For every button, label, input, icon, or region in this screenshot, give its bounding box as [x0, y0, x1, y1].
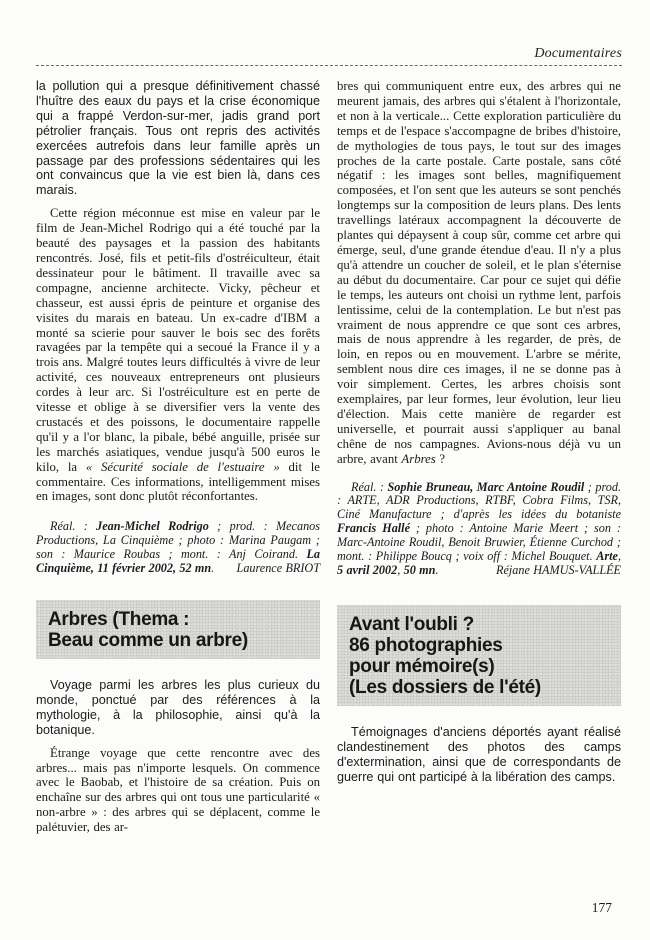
- paragraph-intro-continuation: la pollution qui a presque définitivement chassé l'huître des eaux du pays et la crise économique qui a frappé Verdon-sur-mer, jadis grand port pétrolier français. Tous ont repris des activités exercées autrefois dans leur famille après un passage par des professions sédentaires qui les ont convaincus que la vie est bien là, dans ces marais.: [36, 79, 320, 198]
- section-heading-box: [337, 605, 621, 706]
- paragraph-summary: Voyage parmi les arbres les plus curieux du monde, ponctué par des références à la mythologie, à la philosophie, ainsi qu'à la botanique.: [36, 678, 320, 737]
- paragraph-review-body: Cette région méconnue est mise en valeur par le film de Jean-Michel Rodrigo qui a été touché par la beauté des paysages et la passion des habitants rencontrés. José, fils et petit-fils d'ostréiculteur, était dessinateur pour le bâtiment. Il travaille avec sa compagne, ancienne architecte. Vicky, pêcheur et chasseur, est aussi épris de peinture et organise des visites du marais en bateau. Un ex-cadre d'IBM a monté sa scierie pour sauver le bois sec des forêts ravagées par la tempête qui a secoué la France il y a trois ans. Malgré toutes leurs difficultés à vivre de leur activité, ces nouveaux entrepreneurs ont plusieurs cordes à leur arc. Si l'ostréiculture est en perte de vitesse et oblige à se diversifier vers la vente des crustacés et des poissons, le documentaire rappelle qu'il y a l'or blanc, la pibale, bébé anguille, prisée sur les marchés asiatiques, vendue jusqu'à 500 euros le kilo, la « Sécurité sociale de l'estuaire » dit le commentaire. Ces informations, intelligemment mises en images, sont donc plutôt réconfortantes.: [36, 206, 320, 504]
- paragraph-review-start: Étrange voyage que cette rencontre avec des arbres... mais pas n'importe lesquels. On commence avec le Baobab, et l'histoire de sa création. Puis on enchaîne sur des arbres qui ont tous une particularité « non-arbre » : des arbres qui se déplacent, comme le palétuvier, des ar-: [36, 745, 320, 835]
- credits-block: Réal. : Jean-Michel Rodrigo ; prod. : Mecanos Productions, La Cinquième ; photo : Marina Paugam ; son : Maurice Roubas ; mont. : Anj Coirand. La Cinquième, 11 février 2002, 52 mn. Laurence BRIOT: [36, 519, 320, 576]
- running-header: [36, 44, 622, 66]
- credits-block: Réal. : Sophie Bruneau, Marc Antoine Roudil ; prod. : ARTE, ADR Productions, RTBF, Cobra Films, TSR, Ciné Manufacture ; d'après les idées du botaniste Francis Hallé ; photo : Antoine Marie Meert ; son : Marc-Antoine Roudil, Benoit Bruwier, Étienne Curchod ; mont. : Philippe Boucq ; voix off : Michel Bouquet. Arte, 5 avril 2002, 50 mn. Réjane HAMUS-VALLÉE: [337, 479, 622, 577]
- section-heading: Arbres (Thema : Beau comme un arbre): [48, 609, 248, 651]
- paragraph-summary: Témoignages d'anciens déportés ayant réalisé clandestinement des photos des camps d'extermination, ainsi que de correspondants de guerre qui ont participé à la libération des camps.: [337, 724, 621, 784]
- paragraph-review-continuation: bres qui communiquent entre eux, des arbres qui ne meurent jamais, des arbres qui s'étalent à l'horizontale, et non à la verticale... Cette exploration particulière du temps et de l'espace s'accompagne de bribes d'histoire, de mythologies de tous pays, le tout sur des images proches de la carte postale. Carte postale, sans côté négatif : les images sont belles, magnifiquement composées, et l'on sent que les auteurs se sont penchés longtemps sur la composition de leurs plans. Des lents travellings latéraux accompagnent la découverte de plantes qui dépaysent à coup sûr, comme cet arbre qui émerge, seul, d'une grande étendue d'eau. Il n'y a plus qu'à attendre un coucher de soleil, et le plan s'éternise au début du documentaire. Car pour ce sujet qui défie le temps, les auteurs ont choisi un rythme lent, parfois lentissime, celui de la contemplation. Le but n'est pas vraiment de nous apprendre ce que sont ces arbres, mais de nous apprendre à les regarder, de près, de loin, en repos ou en mouvement. L'arbre se mérite, semblent nous dire ces images, il ne se donne pas à voir simplement. Certes, les arbres choisis sont exemplaires, par leur formes, leur évolution, leur lieu d'élection. Mais cette manière de regarder est universelle, et pourrait aussi s'appliquer au banal chêne de nos campagnes. Avions-nous déjà vu un arbre, avant Arbres ?: [337, 79, 621, 466]
- right-column: [337, 79, 621, 835]
- running-header-title: Documentaires: [534, 46, 622, 61]
- page-number: 177: [591, 900, 612, 915]
- two-column-layout: [36, 79, 622, 835]
- left-column: [36, 79, 320, 835]
- section-heading-box: [36, 600, 320, 659]
- section-heading: Avant l'oubli ? 86 photographies pour mémoire(s) (Les dossiers de l'été): [349, 613, 541, 698]
